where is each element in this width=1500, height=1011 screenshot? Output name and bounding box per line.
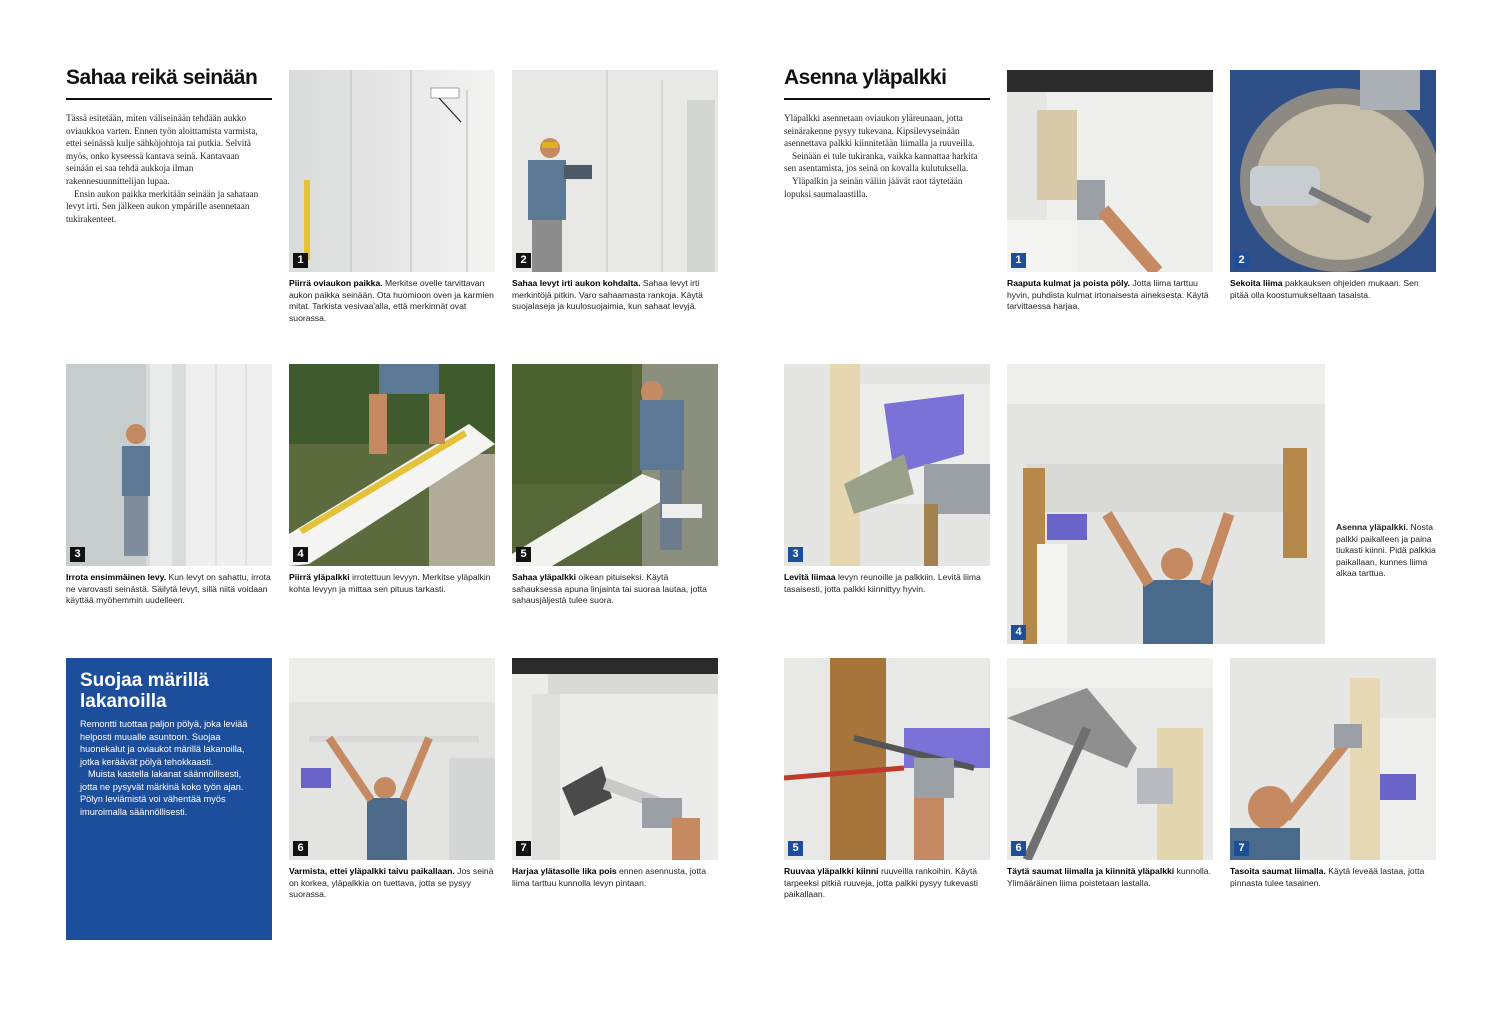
step-5-photo [512,364,718,566]
step-title: Irrota ensimmäinen levy. [66,572,167,582]
step-text: Kun levyt on sahattu, irrota ne varovasti seinästä. Säilytä levyt, sillä niitä voidaan käyttää myöhemmin uudelleen. [66,572,271,606]
tip-box-paragraph: Remontti tuottaa paljon pölyä, joka leviää helposti muualle asuntoon. Suojaa huonekalut ja oviaukot märillä lakanoilla, jotka keräävät pölyä tehokkaasti. [80,719,248,767]
cutting-board-illustration [512,364,718,566]
step-title: Varmista, ettei yläpalkki taivu paikallaan. [289,866,455,876]
step-number-badge: 7 [1234,841,1249,856]
step-text: irrotettuun levyyn. Merkitse yläpalkin kohta levyyn ja mittaa sen pituus tarkasti. [289,572,491,594]
marking-board-illustration [289,364,495,566]
step-title: Tasoita saumat liimalla. [1230,866,1326,876]
right-step-5-photo [784,658,990,860]
step-number-badge: 6 [293,841,308,856]
right-heading-rule [784,98,990,100]
mixing-bucket-illustration [1230,70,1436,272]
step-number-badge: 7 [516,841,531,856]
step-4-caption [289,572,495,595]
step-title: Täytä saumat liimalla ja kiinnitä yläpalkki [1007,866,1175,876]
step-title: Raaputa kulmat ja poista pöly. [1007,278,1131,288]
brushing-illustration [512,658,718,860]
sawing-photo-illustration [512,70,718,272]
step-1-caption [289,278,495,324]
step-number-badge: 1 [293,253,308,268]
step-title: Piirrä oviaukon paikka. [289,278,383,288]
step-title: Sahaa yläpalkki [512,572,577,582]
right-intro-paragraph: Seinään ei tule tukiranka, vaikka kannattaa harkita sen asentamista, jos seinä on kovalla kulutuksella. [784,150,978,174]
step-text: Merkitse ovelle tarvittavan aukon paikka seinään. Ota huomioon oven ja karmien mitat. Tarkista vesivaa'alla, että merkinnät ovat suorassa. [289,278,494,323]
right-step-6-caption [1007,866,1213,889]
step-text: Jos seinä on korkea, yläpalkkia on tuettava, jotta se pysyy suorassa. [289,866,494,900]
left-intro [66,112,266,225]
step-title: Ruuvaa yläpalkki kiinni [784,866,879,876]
smoothing-seams-illustration [1230,658,1436,860]
step-text: ruuveilla rankoihin. Käytä tarpeeksi pitkiä ruuveja, jotta palkki pysyy tukevasti paikallaan. [784,866,978,900]
left-heading: Sahaa reikä seinään [66,66,258,89]
step-text: pakkauksen ohjeiden mukaan. Sen pitää olla koostumukseltaan tasaista. [1230,278,1419,300]
step-3-photo [66,364,272,566]
right-step-2-photo [1230,70,1436,272]
right-step-1-photo [1007,70,1213,272]
step-text: levyn reunoille ja palkkiin. Levitä liima tasaisesti, jotta palkki kiinnittyy hyvin. [784,572,981,594]
board-removal-illustration [66,364,272,566]
step-text: Jotta liima tarttuu hyvin, puhdista kulmat irtonaisesta aineksesta. Käytä tarvittaessa harjaa. [1007,278,1209,312]
step-title: Piirrä yläpalkki [289,572,350,582]
wall-photo-illustration [289,70,495,272]
step-6-photo [289,658,495,860]
step-3-caption [66,572,272,607]
step-number-badge: 1 [1011,253,1026,268]
right-intro-paragraph: Yläpalkin ja seinän väliin jäävät raot täytetään lopuksi saumalaastilla. [784,175,963,199]
right-step-5-caption [784,866,990,901]
step-number-badge: 2 [1234,253,1249,268]
step-text: Sahaa levyt irti merkintöjä pitkin. Varo sahaamasta rankoja. Käytä suojalaseja ja kuulosuojaimia, kun sahaat levyjä. [512,278,703,312]
right-step-4-photo [1007,364,1325,644]
installing-beam-illustration [1007,364,1325,644]
right-step-7-photo [1230,658,1436,860]
step-number-badge: 4 [293,547,308,562]
step-title: Levitä liimaa [784,572,836,582]
step-text: oikean pituiseksi. Käytä sahauksessa apuna linjainta tai suoraa lautaa, jotta sahausjäljestä tulee suora. [512,572,707,606]
step-title: Harjaa ylätasolle lika pois [512,866,617,876]
right-step-1-caption [1007,278,1213,313]
step-number-badge: 6 [1011,841,1026,856]
step-7-photo [512,658,718,860]
right-step-6-photo [1007,658,1213,860]
step-title: Sahaa levyt irti aukon kohdalta. [512,278,641,288]
right-step-7-caption [1230,866,1436,889]
step-title: Asenna yläpalkki. [1336,522,1409,532]
spreading-adhesive-illustration [784,364,990,566]
step-number-badge: 2 [516,253,531,268]
right-step-2-caption [1230,278,1436,301]
step-title: Sekoita liima [1230,278,1283,288]
step-2-caption [512,278,718,313]
step-number-badge: 3 [70,547,85,562]
step-text: Käytä leveää lastaa, jotta pinnasta tulee tasainen. [1230,866,1425,888]
screwing-beam-illustration [784,658,990,860]
tip-box [66,658,272,940]
hammering-illustration [1007,658,1213,860]
right-intro-paragraph: Yläpalkki asennetaan oviaukon yläreunaan, jotta seinärakenne pysyy tukevana. Kipsilevyseinään asennettava palkki kiinnitetään liimalla ja ruuveilla. [784,113,975,149]
step-6-caption [289,866,495,901]
step-number-badge: 5 [788,841,803,856]
step-4-photo [289,364,495,566]
left-intro-paragraph: Ensin aukon paikka merkitään seinään ja sahataan levyt irti. Sen jälkeen aukon ympärille asennetaan tukirakenteet. [66,188,259,224]
right-heading: Asenna yläpalkki [784,66,947,89]
tip-box-title: Suojaa märillä lakanoilla [80,670,209,712]
step-1-photo [289,70,495,272]
left-intro-paragraph: Tässä esitetään, miten väliseinään tehdään aukko oviaukkoa varten. Ennen työn aloittamista varmista, ettei seinässä kulje sähköjohtoja tai putkia. Selvitä myös, onko kyseessä kantava seinä. Kantavaan seinään ei saa tehdä aukkoja ilman rakennesuunnittelijan lupaa. [66,113,258,186]
holding-beam-illustration [289,658,495,860]
step-text: Nosta palkki paikalleen ja paina tiukasti kiinni. Pidä palkkia paikallaan, kunnes liima alkaa tarttua. [1336,522,1436,579]
tip-box-paragraph: Muista kastella lakanat säännöllisesti, jotta ne pysyvät märkinä koko työn ajan. Pölyn leviämistä voi vähentää myös imuroimalla säännöllisesti. [80,769,244,817]
right-step-4-caption [1336,522,1438,580]
step-number-badge: 3 [788,547,803,562]
step-text: ennen asennusta, jotta liima tarttuu kunnolla levyn pintaan. [512,866,706,888]
step-5-caption [512,572,718,607]
right-step-3-photo [784,364,990,566]
step-number-badge: 4 [1011,625,1026,640]
left-heading-rule [66,98,272,100]
scraping-corner-illustration [1007,70,1213,272]
right-intro [784,112,984,200]
step-number-badge: 5 [516,547,531,562]
step-2-photo [512,70,718,272]
step-text: kunnolla. Ylimääräinen liima poistetaan lastalla. [1007,866,1211,888]
step-7-caption [512,866,718,889]
right-step-3-caption [784,572,990,595]
